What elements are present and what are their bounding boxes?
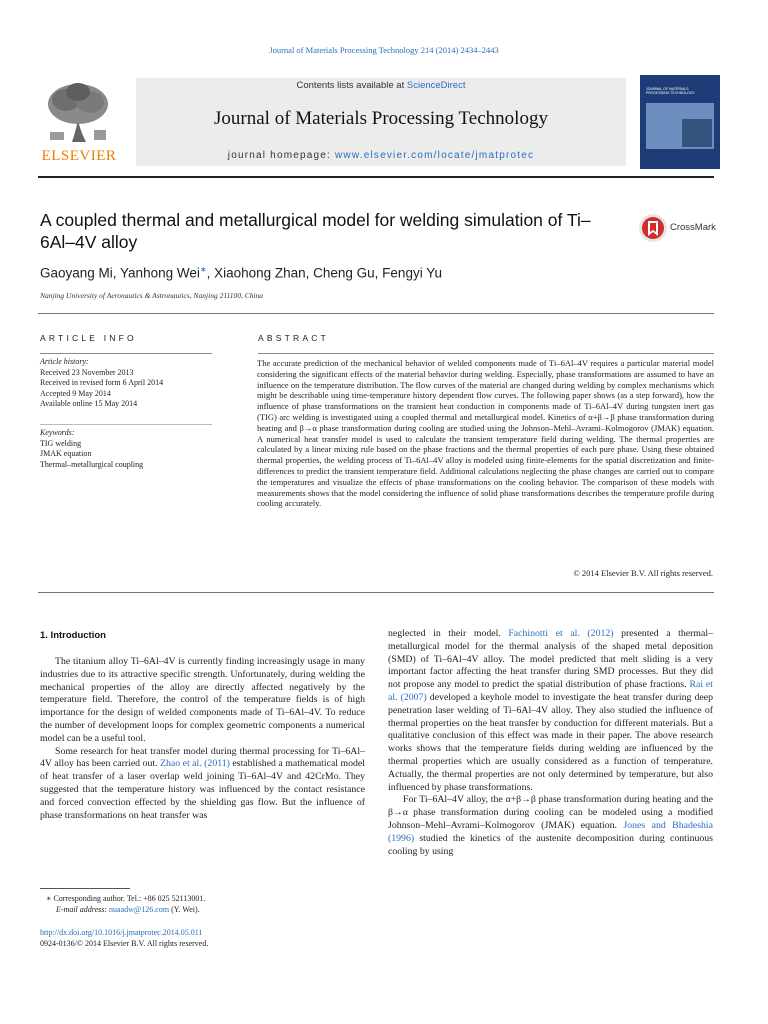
paragraph xyxy=(388,794,713,858)
abstract-divider xyxy=(258,353,714,354)
author-list xyxy=(40,265,442,281)
keyword-item: TIG welding xyxy=(40,438,82,448)
contents-line xyxy=(136,80,626,91)
title-divider xyxy=(38,313,714,314)
abstract-copyright: © 2014 Elsevier B.V. All rights reserved. xyxy=(573,568,713,578)
body-column-right xyxy=(388,628,713,858)
paragraph xyxy=(40,746,365,823)
history-label: Article history: xyxy=(40,357,89,366)
cover-image-detail xyxy=(682,119,712,147)
abstract-text: The accurate prediction of the mechanical behavior of welded components made of Ti–6Al–4V requires a particular material model considering the significant effects of the material behavior during welding. Especially, phase transformations are assumed to have an influence on the temperature distribution. The flow curves of the material are changed during welding by complex mechanisms which might be describable using time-temperature history dependent flow curves. The following paper shows (as a step forward), how the influence of phase transformations on the transient heat conduction in components made of Ti–6Al–4V during tungsten inert gas (TIG) arc welding is investigated using a coupled thermal and metallurgical model. Kinetics of α+β→β phase transformation during heating and β→α phase transformation during cooling are studied using the Johnson–Mehl–Avrami–Kolmogorov (JMAK) equation. A numerical heat transfer model is used to calculate the transient temperature field during welding. The thermal properties are calculated by a linear mixing rule based on the phase fractions and the thermal properties of each pure phase. Using these obtained thermal properties, the welding process of Ti–6Al–4V alloy is modeled using finite-elements for the spatial discretization and finite-differences to predict the transient temperature field. Additional calculations neglecting the phase changes are carried out to compare the temperatures and visualize the effects of phase transformations on the cooling behavior. The comparison of these models with measurements shows that the model considering the influence of solid phase transformations describes the temperature profile during cooling accurately. xyxy=(257,358,714,509)
text-run: developed a keyhole model to investigate the heat transfer during deep penetration laser welding of Ti–6Al–4V alloy. They also studied the influence of thermal properties on the heat transfer by conduction for different materials. But a qualitative conclusion of this effect was made in their paper. The above research works shows that the temperature fields during welding are influenced by the thermal properties which are usually considered as a function of temperature. Actually, the thermal properties are not only determined by temperature, but also influenced by phase transformations. xyxy=(388,691,713,793)
paper-title: A coupled thermal and metallurgical model for welding simulation of Ti–6Al–4V alloy xyxy=(40,210,591,252)
elsevier-logo[interactable] xyxy=(38,80,118,166)
history-item: Available online 15 May 2014 xyxy=(40,399,138,409)
paragraph xyxy=(388,628,713,794)
citation-link-rai[interactable]: Rai et al. (2007) xyxy=(388,679,714,703)
crossmark-badge[interactable] xyxy=(638,212,718,246)
affiliation: Nanjing University of Aeronautics & Astronautics, Nanjing 211100, China xyxy=(40,291,264,300)
keywords-divider xyxy=(40,424,212,425)
doi-block xyxy=(40,927,360,949)
history-item: Received in revised form 6 April 2014 xyxy=(40,378,164,388)
crossmark-label: CrossMark xyxy=(670,222,716,233)
email-line xyxy=(40,904,360,915)
issn-line: 0924-0136/© 2014 Elsevier B.V. All rights reserved. xyxy=(40,939,209,948)
email-link[interactable]: nuaadw@126.com xyxy=(109,905,170,914)
journal-citation[interactable]: Journal of Materials Processing Technology 214 (2014) 2434–2443 xyxy=(269,45,499,55)
email-label: E-mail address: xyxy=(56,905,110,914)
sciencedirect-link[interactable]: ScienceDirect xyxy=(406,80,466,91)
article-info-heading: ARTICLE INFO xyxy=(40,333,137,343)
footnote-divider xyxy=(40,888,130,889)
abstract-end-divider xyxy=(38,592,714,593)
paragraph: The titanium alloy Ti–6Al–4V is currently finding increasingly usage in many industries due to its attractive specific strength. Unfortunately, during welding the mechanical properties of the alloy are directly affected negatively by the temperature field. Therefore, the control of the temperature fields is of high importance for the design of welded components made of Ti–6Al–4V. To reduce the number of development loops for complex geometric components a numerical model can be a useful tool. xyxy=(40,656,365,744)
citation-link-fachinotti[interactable]: Fachinotti et al. (2012) xyxy=(508,628,614,639)
homepage-prefix: journal homepage: xyxy=(227,150,335,161)
body-column-left xyxy=(40,656,365,822)
abstract-heading: ABSTRACT xyxy=(258,333,329,343)
section-heading-introduction: 1. Introduction xyxy=(40,630,106,641)
journal-cover-thumbnail[interactable] xyxy=(640,75,720,169)
journal-header-band xyxy=(136,78,626,166)
keywords-label: Keywords: xyxy=(40,428,75,437)
text-run: established a mathematical model of heat transfer of a laser overlap weld joining Ti–6Al–4V and 42CrMo. They suggested that the temperature history was influenced by the contact resistance and forced convection effected by the shielding gas flow. But the influence of phase transformations on heat transfer was xyxy=(40,758,366,821)
elsevier-wordmark: ELSEVIER xyxy=(41,148,117,164)
keyword-item: Thermal–metallurgical coupling xyxy=(40,459,144,469)
corresponding-author-line: ∗ Corresponding author. Tel.: +86 025 52113001. xyxy=(46,894,206,903)
cover-title: JOURNAL OF MATERIALS PROCESSING TECHNOLOGY xyxy=(646,87,695,95)
text-run: studied the kinetics of the austenite decomposition during continuous cooling by using xyxy=(388,832,713,857)
header-divider xyxy=(38,176,714,178)
article-history xyxy=(40,357,215,410)
text-run: neglected in their model. xyxy=(388,628,509,639)
text-run: Some research for heat transfer model during thermal processing for Ti–6Al–4V alloy has been carried out. xyxy=(40,745,365,770)
corresponding-author-footnote xyxy=(40,893,360,915)
history-item: Received 23 November 2013 xyxy=(40,367,134,377)
citation-link-jones[interactable]: Jones and Bhadeshia (1996) xyxy=(388,819,713,844)
history-item: Accepted 9 May 2014 xyxy=(40,388,111,398)
article-info-divider xyxy=(40,353,212,354)
elsevier-tree-icon xyxy=(42,80,114,144)
authors-first: Gaoyang Mi, Yanhong Wei xyxy=(40,265,200,281)
doi-link[interactable]: http://dx.doi.org/10.1016/j.jmatprotec.2014.05.011 xyxy=(40,928,203,937)
authors-rest: , Xiaohong Zhan, Cheng Gu, Fengyi Yu xyxy=(206,265,442,281)
text-run: For Ti–6Al–4V alloy, the α+β→β phase transformation during heating and the β→α phase transformation during cooling can be modeled using a modified Johnson–Mehl–Avrami–Kolmogorov (JMAK) equation. xyxy=(388,794,713,831)
contents-prefix: Contents lists available at xyxy=(296,80,407,91)
email-suffix: (Y. Wei). xyxy=(169,905,200,914)
crossmark-icon xyxy=(638,213,668,243)
journal-name: Journal of Materials Processing Technology xyxy=(214,108,548,129)
homepage-link[interactable]: www.elsevier.com/locate/jmatprotec xyxy=(335,150,535,161)
keywords-block xyxy=(40,428,215,470)
text-run: presented a thermal–metallurgical model for the thermal analysis of the shaped metal deposition (SMD) of Ti–6Al–4V alloy. The model predicted that melt sliding is a very important factor affecting the heat transfer during SMD processes. But they did not propose any model to predict the spatial distribution of phase fractions. xyxy=(388,628,713,691)
homepage-line xyxy=(136,150,626,161)
keyword-item: JMAK equation xyxy=(40,449,92,459)
corresponding-author-marker[interactable]: ∗ xyxy=(199,265,207,274)
citation-link-zhao[interactable]: Zhao et al. (2011) xyxy=(160,758,230,770)
